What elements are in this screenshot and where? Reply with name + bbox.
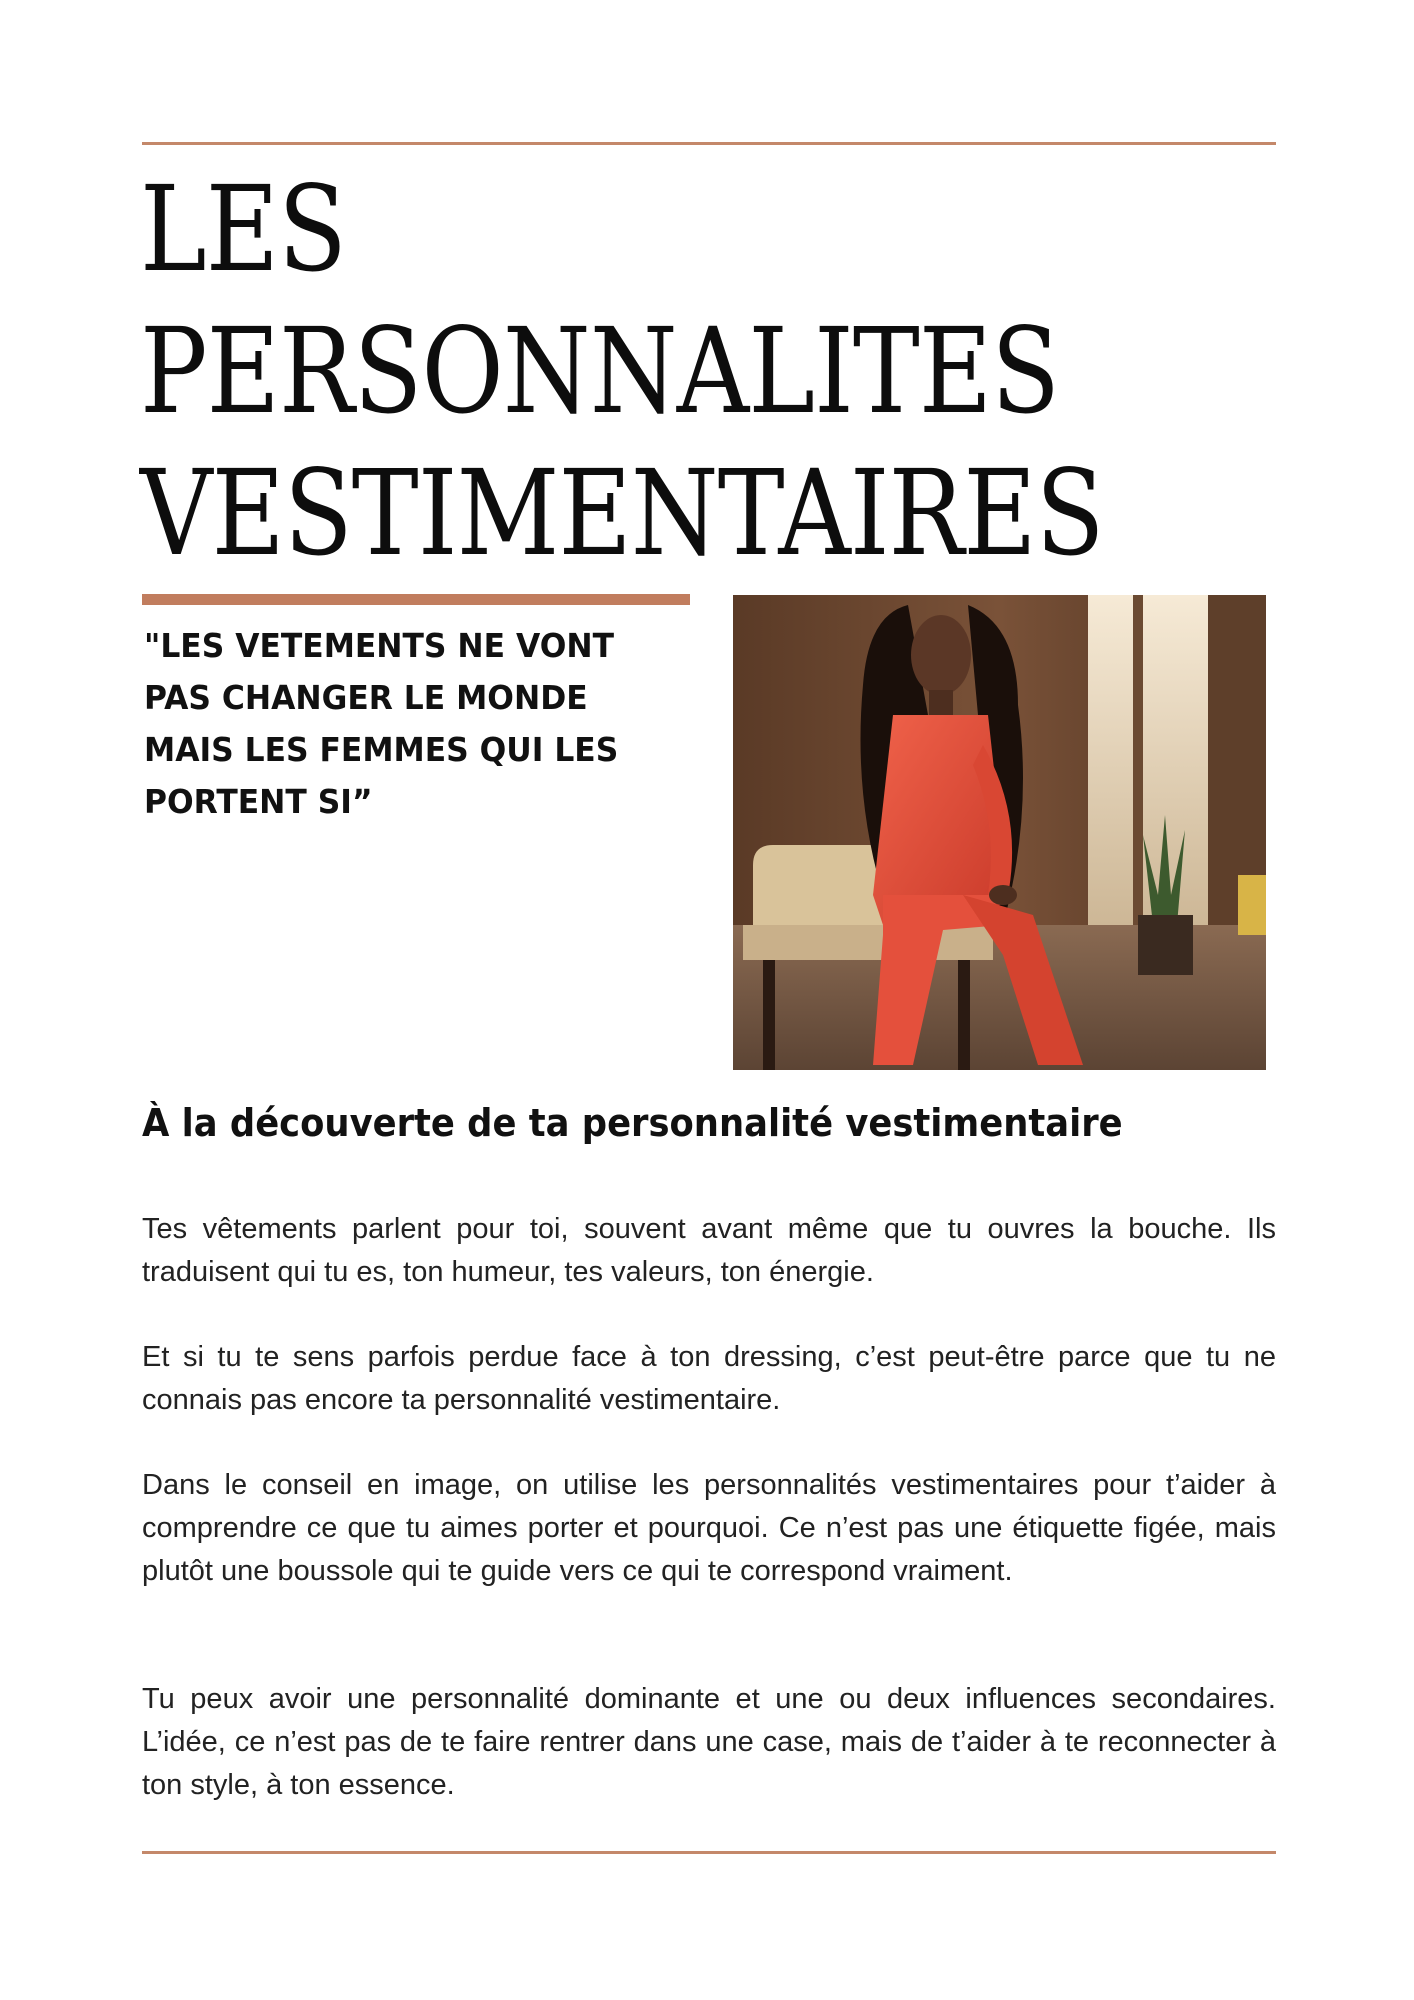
top-divider bbox=[142, 142, 1276, 145]
paragraph: Dans le conseil en image, on utilise les personnalités vestimentaires pour t’aider à comprendre ce que tu aimes porter et pourquoi. Ce n’est pas une étiquette figée, mais plutôt une boussole qui te guide vers ce qui te correspond vraiment. bbox=[142, 1469, 1276, 1587]
title-line: LES bbox=[140, 160, 346, 298]
photo-woman-red-suit bbox=[733, 595, 1266, 1070]
title-line: VESTIMENTAIRES bbox=[140, 444, 1104, 582]
title-line: PERSONNALITES bbox=[140, 302, 1060, 440]
pull-quote: "LES VETEMENTS NE VONT PAS CHANGER LE MONDE MAIS LES FEMMES QUI LES PORTENT SI” bbox=[144, 626, 619, 821]
paragraph: Tes vêtements parlent pour toi, souvent avant même que tu ouvres la bouche. Ils traduisent qui tu es, ton humeur, tes valeurs, ton énergie. bbox=[142, 1213, 1276, 1288]
accent-bar bbox=[142, 594, 690, 605]
bottom-divider bbox=[142, 1851, 1276, 1854]
page-title bbox=[140, 158, 1143, 584]
section-heading: À la découverte de ta personnalité vestimentaire bbox=[142, 1101, 1123, 1145]
paragraph: Tu peux avoir une personnalité dominante et une ou deux influences secondaires. L’idée, ce n’est pas de te faire rentrer dans une case, mais de t’aider à te reconnecter à ton style, à ton essence. bbox=[142, 1683, 1276, 1801]
hero-photo bbox=[733, 595, 1266, 1070]
paragraph: Et si tu te sens parfois perdue face à ton dressing, c’est peut-être parce que tu ne connais pas encore ta personnalité vestimentaire. bbox=[142, 1341, 1276, 1416]
